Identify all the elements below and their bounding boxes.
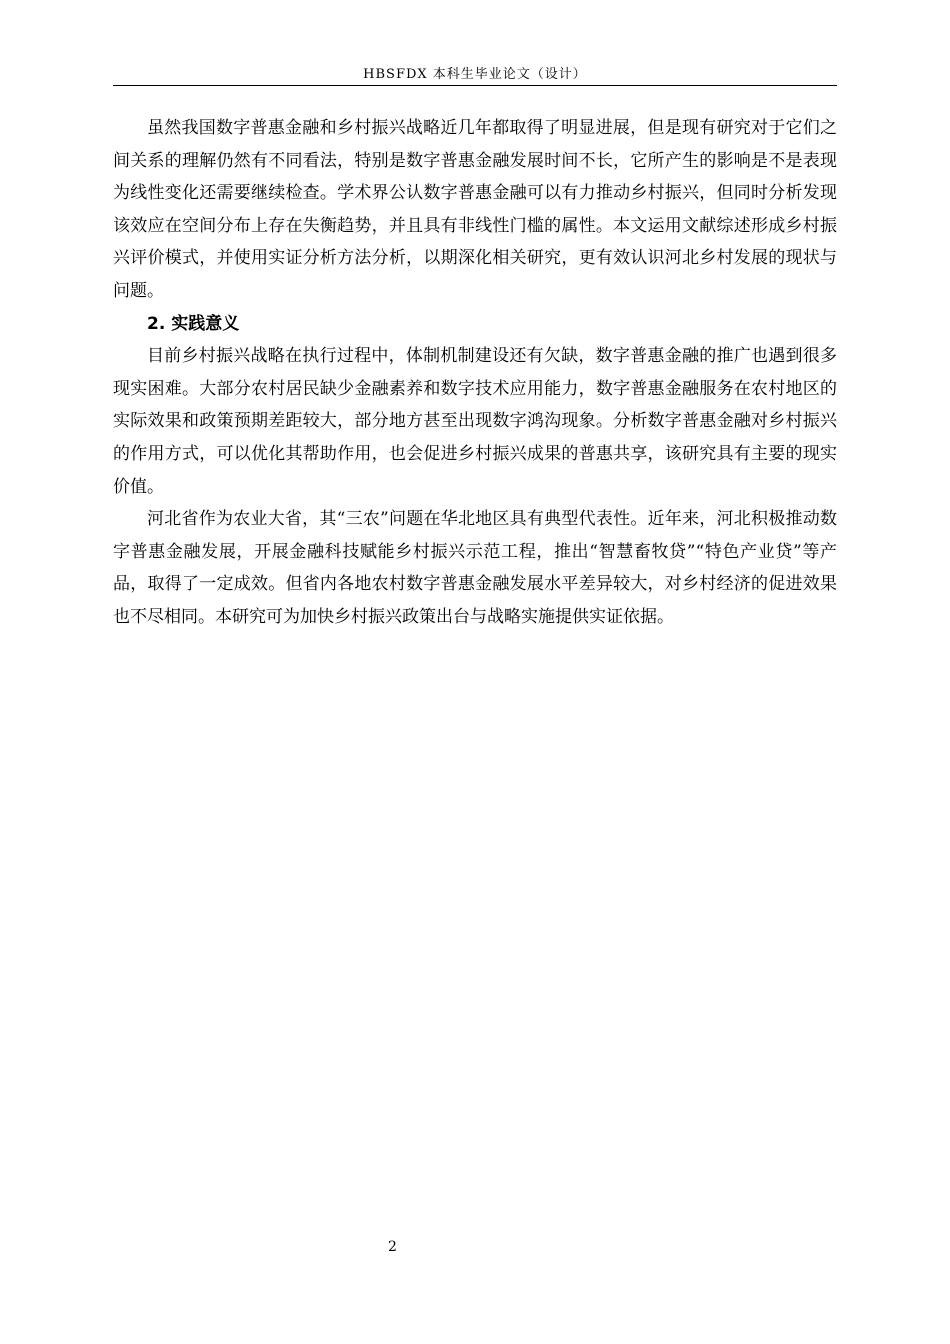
header-divider [113,85,837,86]
page-number: 2 [388,1239,397,1255]
page-body [113,112,837,634]
paragraph-hebei-context: 河北省作为农业大省，其“三农”问题在华北地区具有典型代表性。近年来，河北积极推动数字普惠金融发展，开展金融科技赋能乡村振兴示范工程，推出“智慧畜牧贷”“特色产业贷”等产品，取得了一定成效。但省内各地农村数字普惠金融发展水平差异较大，对乡村经济的促进效果也不尽相同。本研究可为加快乡村振兴政策出台与战略实施提供实证依据。 [113,509,837,627]
subheading-practical-significance: 2. 实践意义 [147,313,240,334]
paragraph-research-significance: 虽然我国数字普惠金融和乡村振兴战略近几年都取得了明显进展，但是现有研究对于它们之间关系的理解仍然有不同看法，特别是数字普惠金融发展时间不长，它所产生的影响是不是表现为线性变化还需要继续检查。学术界公认数字普惠金融可以有力推动乡村振兴，但同时分析发现该效应在空间分布上存在失衡趋势，并且具有非线性门槛的属性。本文运用文献综述形成乡村振兴评价模式，并使用实证分析方法分析，以期深化相关研究，更有效认识河北乡村发展的现状与问题。 [113,118,837,301]
page-header: HBSFDX 本科生毕业论文（设计） [363,67,587,82]
paragraph-practical-significance: 目前乡村振兴战略在执行过程中，体制机制建设还有欠缺，数字普惠金融的推广也遇到很多现实困难。大部分农村居民缺少金融素养和数字技术应用能力，数字普惠金融服务在农村地区的实际效果和政策预期差距较大，部分地方甚至出现数字鸿沟现象。分析数字普惠金融对乡村振兴的作用方式，可以优化其帮助作用，也会促进乡村振兴成果的普惠共享，该研究具有主要的现实价值。 [113,346,837,497]
